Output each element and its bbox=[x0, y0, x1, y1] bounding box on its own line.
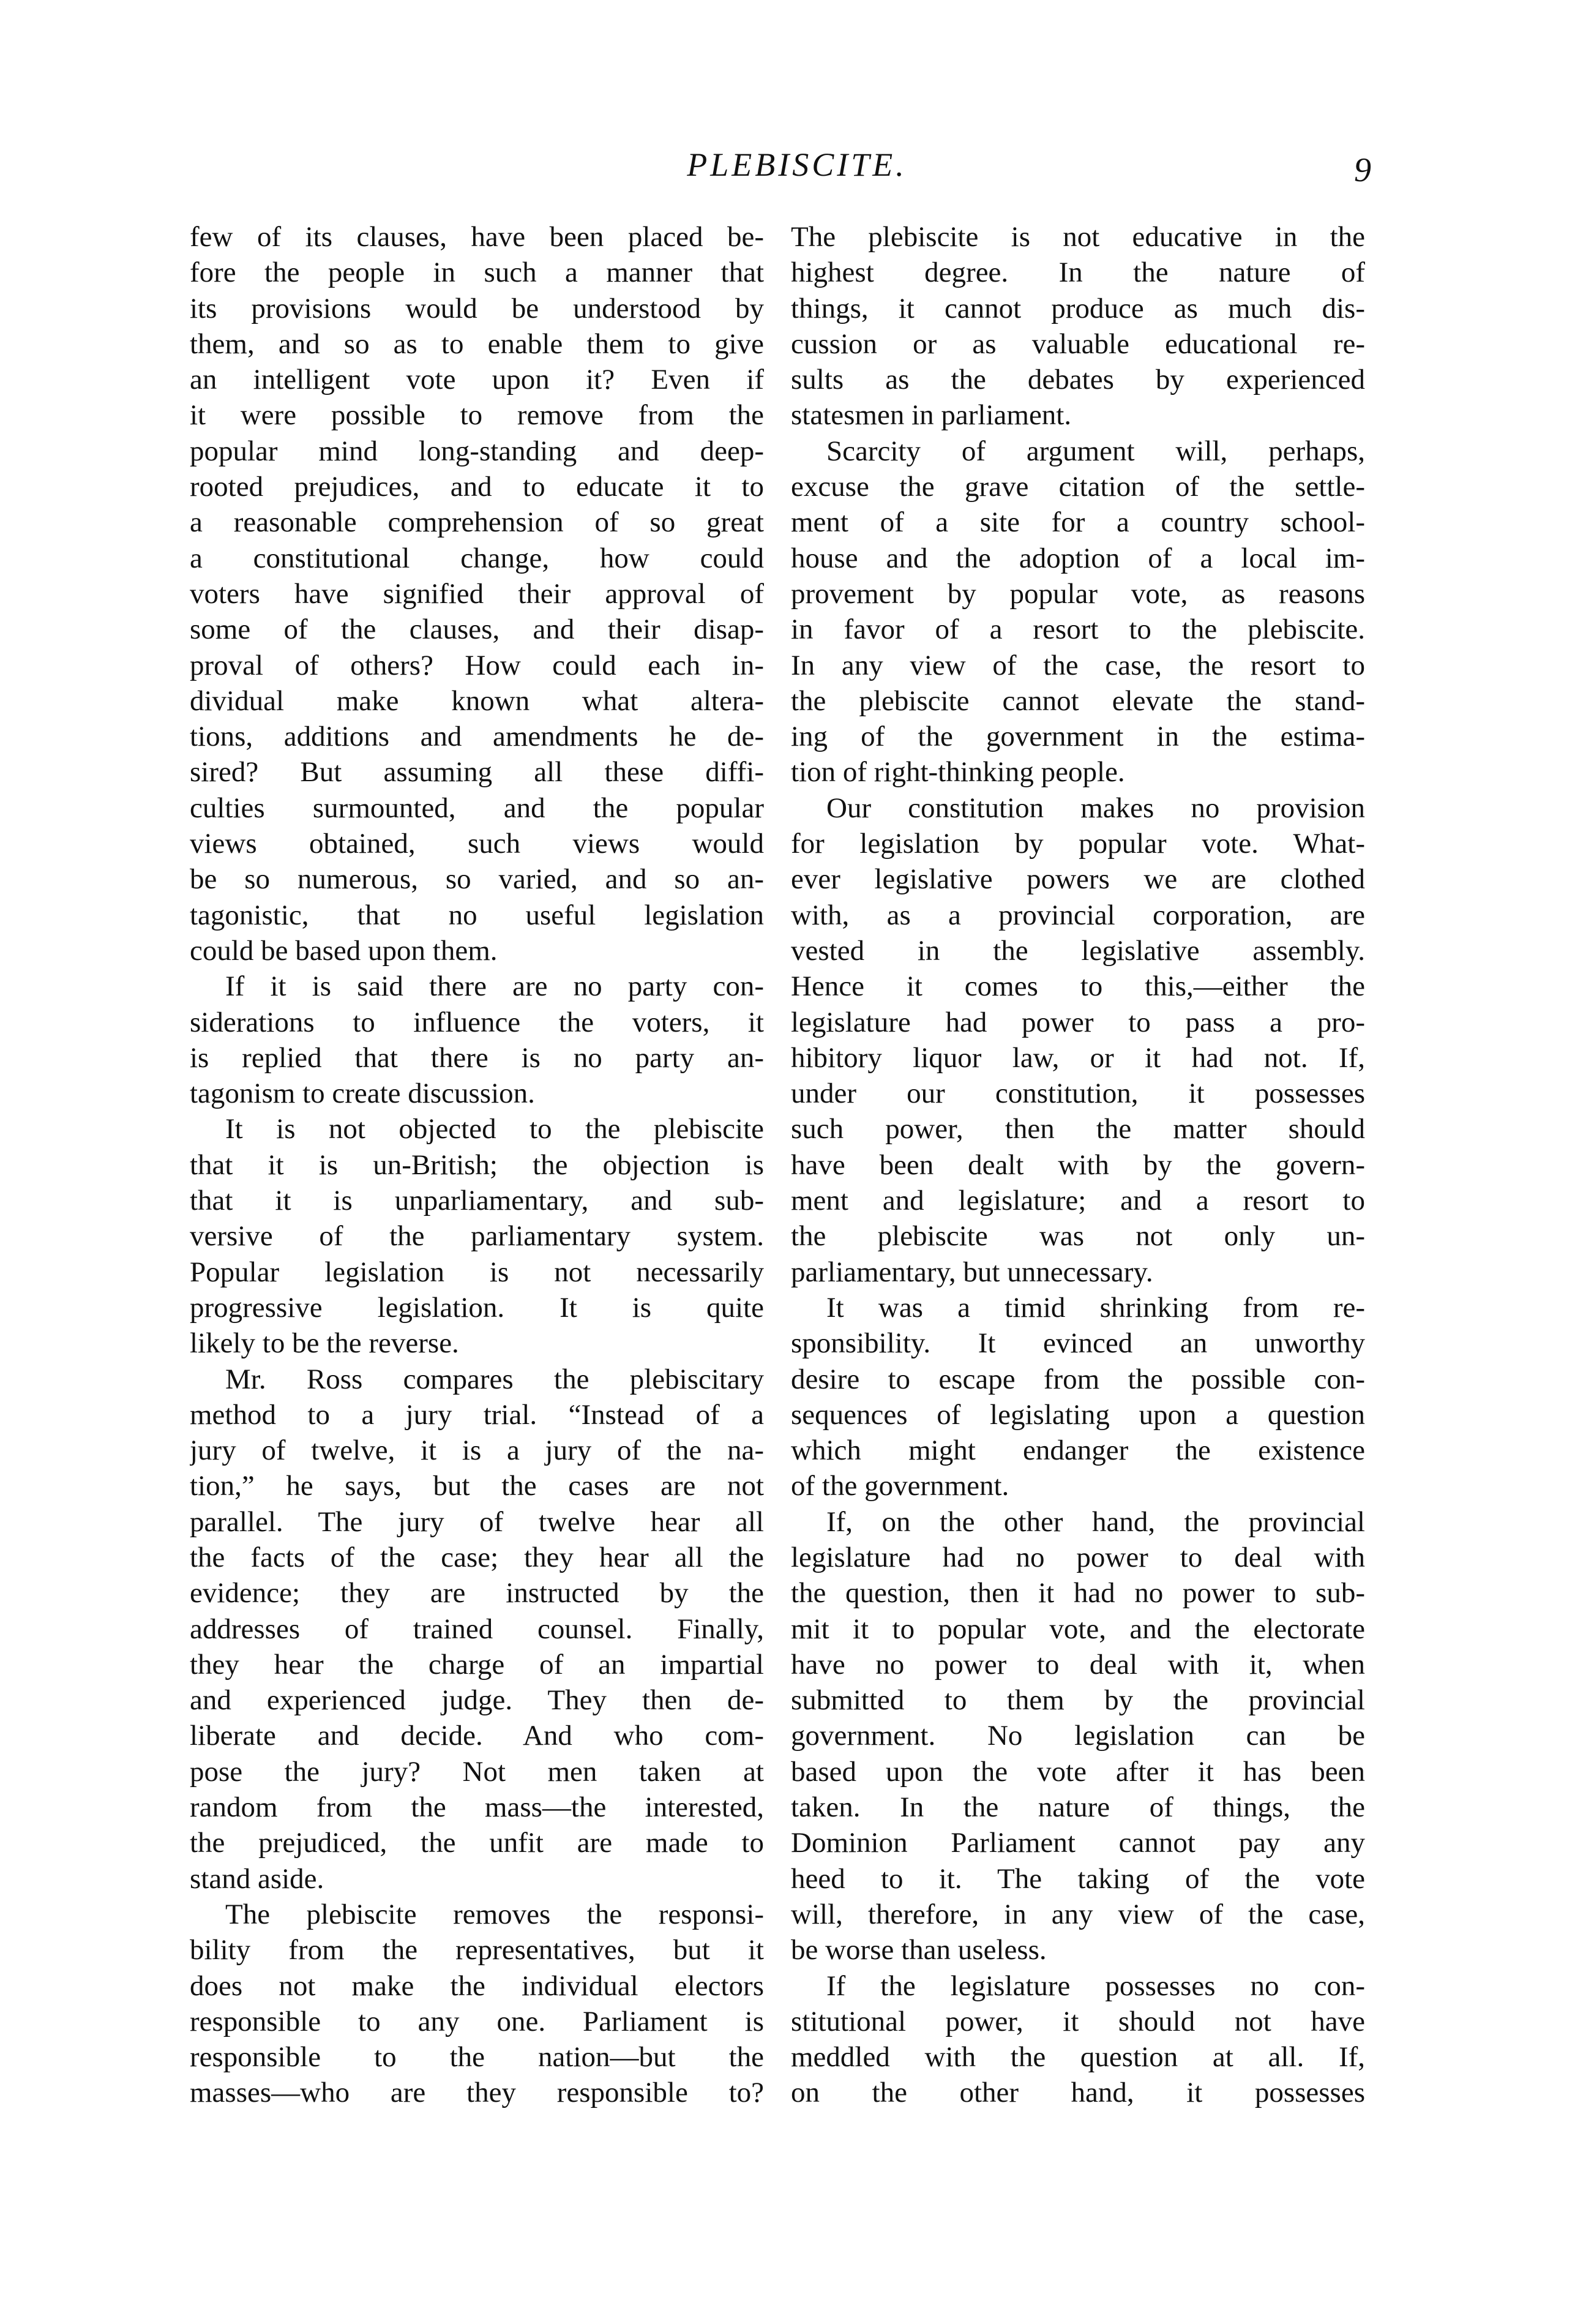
text-line: method to a jury trial. “Instead of a bbox=[190, 1398, 764, 1431]
text-line: tagonistic, that no useful legislation bbox=[190, 899, 764, 931]
text-line: heed to it. The taking of the vote bbox=[791, 1862, 1365, 1895]
text-line: fore the people in such a manner that bbox=[190, 257, 764, 289]
text-line: siderations to influence the voters, it bbox=[190, 1006, 764, 1038]
text-line: and experienced judge. They then de- bbox=[190, 1684, 764, 1717]
text-line: that it is un-British; the objection is bbox=[190, 1149, 764, 1181]
text-line: highest degree. In the nature of bbox=[791, 257, 1365, 289]
text-line: the facts of the case; they hear all the bbox=[190, 1541, 764, 1573]
text-line: will, therefore, in any view of the case, bbox=[791, 1898, 1365, 1930]
text-line: In any view of the case, the resort to bbox=[791, 649, 1365, 681]
text-line: on the other hand, it possesses bbox=[791, 2077, 1365, 2109]
text-line: meddled with the question at all. If, bbox=[791, 2041, 1365, 2074]
text-line: liberate and decide. And who com- bbox=[190, 1720, 764, 1752]
text-line: some of the clauses, and their disap- bbox=[190, 613, 764, 646]
text-line: stitutional power, it should not have bbox=[791, 2005, 1365, 2037]
text-line: vested in the legislative assembly. bbox=[791, 934, 1365, 967]
text-line: have been dealt with by the govern- bbox=[791, 1149, 1365, 1181]
text-line: a constitutional change, how could bbox=[190, 542, 764, 574]
left-text-column bbox=[190, 219, 764, 2111]
text-line: be worse than useless. bbox=[791, 1934, 1047, 1966]
text-line: versive of the parliamentary system. bbox=[190, 1220, 764, 1253]
text-line: voters have signified their approval of bbox=[190, 577, 764, 610]
text-line: tions, additions and amendments he de- bbox=[190, 721, 764, 753]
text-line: stand aside. bbox=[190, 1862, 324, 1895]
text-line: excuse the grave citation of the settle- bbox=[791, 471, 1365, 503]
text-line: does not make the individual electors bbox=[190, 1970, 764, 2002]
text-line: desire to escape from the possible con- bbox=[791, 1363, 1365, 1395]
text-line: It is not objected to the plebiscite bbox=[225, 1113, 764, 1145]
text-line: statesmen in parliament. bbox=[791, 399, 1072, 432]
text-line: proval of others? How could each in- bbox=[190, 649, 764, 681]
text-line: sequences of legislating upon a question bbox=[791, 1398, 1365, 1431]
text-line: parliamentary, but unnecessary. bbox=[791, 1256, 1153, 1288]
text-line: few of its clauses, have been placed be- bbox=[190, 221, 764, 253]
text-line: Popular legislation is not necessarily bbox=[190, 1256, 764, 1288]
text-line: dividual make known what altera- bbox=[190, 684, 764, 717]
text-line: parallel. The jury of twelve hear all bbox=[190, 1505, 764, 1538]
text-line: government. No legislation can be bbox=[791, 1720, 1365, 1752]
text-line: tagonism to create discussion. bbox=[190, 1078, 535, 1110]
text-line: it were possible to remove from the bbox=[190, 399, 764, 432]
text-line: popular mind long-standing and deep- bbox=[190, 435, 764, 467]
text-line: addresses of trained counsel. Finally, bbox=[190, 1613, 764, 1645]
text-line: the question, then it had no power to sub- bbox=[791, 1577, 1365, 1610]
text-line: mit it to popular vote, and the electorate bbox=[791, 1613, 1365, 1645]
text-line: random from the mass—the interested, bbox=[190, 1791, 764, 1824]
text-line: such power, then the matter should bbox=[791, 1113, 1365, 1145]
text-line: likely to be the reverse. bbox=[190, 1327, 459, 1360]
text-line: If it is said there are no party con- bbox=[225, 970, 764, 1003]
text-line: they hear the charge of an impartial bbox=[190, 1648, 764, 1681]
text-line: It was a timid shrinking from re- bbox=[826, 1291, 1365, 1324]
text-line: the plebiscite cannot elevate the stand- bbox=[791, 684, 1365, 717]
text-line: The plebiscite removes the responsi- bbox=[225, 1898, 764, 1930]
text-line: could be based upon them. bbox=[190, 934, 498, 967]
page-number: 9 bbox=[1354, 151, 1371, 189]
text-line: The plebiscite is not educative in the bbox=[791, 221, 1365, 253]
text-line: an intelligent vote upon it? Even if bbox=[190, 364, 764, 396]
text-line: of the government. bbox=[791, 1470, 1009, 1502]
text-line: Mr. Ross compares the plebiscitary bbox=[225, 1363, 764, 1395]
text-line: based upon the vote after it has been bbox=[791, 1755, 1365, 1788]
text-line: rooted prejudices, and to educate it to bbox=[190, 471, 764, 503]
text-line: have no power to deal with it, when bbox=[791, 1648, 1365, 1681]
text-line: house and the adoption of a local im- bbox=[791, 542, 1365, 574]
text-line: views obtained, such views would bbox=[190, 828, 764, 860]
text-line: responsible to any one. Parliament is bbox=[190, 2005, 764, 2037]
text-line: ment of a site for a country school- bbox=[791, 506, 1365, 539]
text-line: hibitory liquor law, or it had not. If, bbox=[791, 1041, 1365, 1074]
text-line: sponsibility. It evinced an unworthy bbox=[791, 1327, 1365, 1360]
text-line: If, on the other hand, the provincial bbox=[826, 1505, 1365, 1538]
text-line: masses—who are they responsible to? bbox=[190, 2077, 764, 2109]
text-line: progressive legislation. It is quite bbox=[190, 1291, 764, 1324]
text-line: Our constitution makes no provision bbox=[826, 792, 1365, 824]
text-line: in favor of a resort to the plebiscite. bbox=[791, 613, 1365, 646]
text-line: bility from the representatives, but it bbox=[190, 1934, 764, 1966]
text-line: its provisions would be understood by bbox=[190, 292, 764, 324]
text-line: sired? But assuming all these diffi- bbox=[190, 756, 764, 789]
text-line: which might endanger the existence bbox=[791, 1434, 1365, 1467]
text-line: under our constitution, it possesses bbox=[791, 1078, 1365, 1110]
text-line: is replied that there is no party an- bbox=[190, 1041, 764, 1074]
text-line: Scarcity of argument will, perhaps, bbox=[826, 435, 1365, 467]
text-line: a reasonable comprehension of so great bbox=[190, 506, 764, 539]
text-line: culties surmounted, and the popular bbox=[190, 792, 764, 824]
text-line: sults as the debates by experienced bbox=[791, 364, 1365, 396]
text-line: with, as a provincial corporation, are bbox=[791, 899, 1365, 931]
text-line: Hence it comes to this,—either the bbox=[791, 970, 1365, 1003]
text-line: be so numerous, so varied, and so an- bbox=[190, 863, 764, 896]
text-line: that it is unparliamentary, and sub- bbox=[190, 1185, 764, 1217]
text-line: Dominion Parliament cannot pay any bbox=[791, 1827, 1365, 1859]
text-line: the prejudiced, the unfit are made to bbox=[190, 1827, 764, 1859]
text-line: submitted to them by the provincial bbox=[791, 1684, 1365, 1717]
running-title: PLEBISCITE. bbox=[687, 146, 907, 183]
text-line: for legislation by popular vote. What- bbox=[791, 828, 1365, 860]
text-line: legislature had no power to deal with bbox=[791, 1541, 1365, 1573]
text-line: provement by popular vote, as reasons bbox=[791, 577, 1365, 610]
text-line: ever legislative powers we are clothed bbox=[791, 863, 1365, 896]
text-line: responsible to the nation—but the bbox=[190, 2041, 764, 2074]
text-line: the plebiscite was not only un- bbox=[791, 1220, 1365, 1253]
text-line: ing of the government in the estima- bbox=[791, 721, 1365, 753]
text-line: tion,” he says, but the cases are not bbox=[190, 1470, 764, 1502]
text-line: taken. In the nature of things, the bbox=[791, 1791, 1365, 1824]
text-line: things, it cannot produce as much dis- bbox=[791, 292, 1365, 324]
text-line: cussion or as valuable educational re- bbox=[791, 328, 1365, 360]
text-line: tion of right-thinking people. bbox=[791, 756, 1125, 789]
text-line: them, and so as to enable them to give bbox=[190, 328, 764, 360]
text-line: pose the jury? Not men taken at bbox=[190, 1755, 764, 1788]
right-text-column bbox=[791, 219, 1365, 2111]
text-line: If the legislature possesses no con- bbox=[826, 1970, 1365, 2002]
text-line: evidence; they are instructed by the bbox=[190, 1577, 764, 1610]
text-line: jury of twelve, it is a jury of the na- bbox=[190, 1434, 764, 1467]
text-line: legislature had power to pass a pro- bbox=[791, 1006, 1365, 1038]
text-line: ment and legislature; and a resort to bbox=[791, 1185, 1365, 1217]
